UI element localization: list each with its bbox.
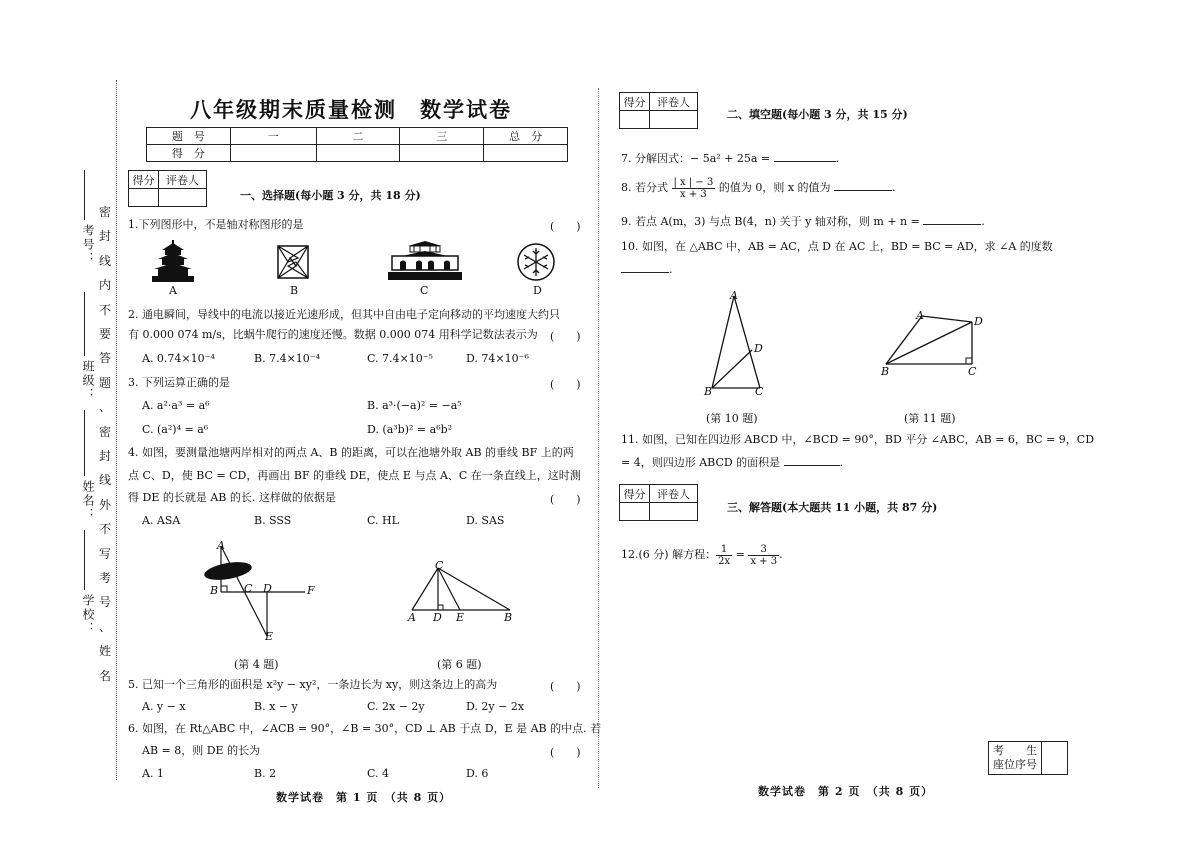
q2-option-c: C. 7.4×10⁻⁵ xyxy=(367,352,433,365)
q12-den-left: 2x xyxy=(718,555,731,567)
question-4-line2: 点 C、D，使 BC = CD，再画出 BF 的垂线 DE，使点 E 与点 A、C 在一条直线上，这时测 xyxy=(128,469,581,482)
score-header-total: 总 分 xyxy=(484,128,568,145)
grader-name-label: 评卷人 xyxy=(650,93,698,111)
fig10-label-b: B xyxy=(704,385,713,398)
seal-char: 内 xyxy=(98,278,111,293)
seal-char: 不 xyxy=(98,302,111,317)
seat-label-line2: 座位序号 xyxy=(993,758,1037,771)
class-label: 班级： xyxy=(81,360,95,402)
grader-box-1 xyxy=(128,170,207,207)
q8-post: 的值为 0，则 x 的值为 xyxy=(718,181,831,194)
q10-end: . xyxy=(669,263,673,276)
q5-option-b: B. x − y xyxy=(254,700,298,713)
q12-fraction-right xyxy=(748,544,779,567)
q7-end: . xyxy=(835,152,840,165)
fig11-label-c: C xyxy=(968,365,977,378)
question-10-line1: 10. 如图，在 △ABC 中，AB = AC，点 D 在 AC 上，BD = BC = AD，求 ∠A 的度数 xyxy=(621,240,1053,253)
q8-pre: 8. 若分式 xyxy=(621,181,668,194)
seal-char: 封 xyxy=(98,449,111,463)
q6-answer-paren: ( ) xyxy=(550,746,581,759)
page-title: 八年级期末质量检测 数学试卷 xyxy=(190,97,512,122)
grader-score-cell xyxy=(620,111,650,129)
q2-answer-paren: ( ) xyxy=(550,330,581,343)
q1-label-a: A xyxy=(169,284,177,297)
fig4-label-c: C xyxy=(244,582,253,595)
question-5: 5. 已知一个三角形的面积是 x²y − xy²，一条边长为 xy，则这条边上的高为 xyxy=(128,678,498,691)
temple-figure xyxy=(150,238,196,284)
question-12 xyxy=(621,543,783,567)
class-fill-line xyxy=(84,292,85,356)
q8-end: . xyxy=(892,181,896,194)
fig11-label-b: B xyxy=(881,365,890,378)
score-header-1: 一 xyxy=(230,128,316,145)
score-cell xyxy=(400,145,484,162)
score-header-2: 二 xyxy=(316,128,400,145)
grader-name-cell xyxy=(650,111,698,129)
question-9 xyxy=(621,215,985,229)
q9-answer-blank[interactable] xyxy=(923,215,981,225)
seal-char: 姓 xyxy=(98,644,111,659)
q5-option-c: C. 2x − 2y xyxy=(367,700,425,713)
q4-option-d: D. SAS xyxy=(466,514,505,527)
seat-number-box xyxy=(988,741,1068,775)
fig6-label-a: A xyxy=(408,611,416,624)
pinwheel-square-figure xyxy=(276,244,310,280)
q3-option-a: A. a²·a³ = a⁶ xyxy=(142,399,210,412)
score-cell xyxy=(484,145,568,162)
q11-end: . xyxy=(839,456,844,469)
q6-option-d: D. 6 xyxy=(466,767,489,780)
page-1-footer: 数学试卷 第 1 页 （共 8 页） xyxy=(276,791,452,804)
q4-answer-paren: ( ) xyxy=(550,493,581,506)
fig4-label-d: D xyxy=(263,582,272,595)
tiananmen-figure xyxy=(388,240,462,282)
fig10-caption: (第 10 题) xyxy=(706,412,758,425)
q1-label-d: D xyxy=(533,284,542,297)
fig10-label-c: C xyxy=(755,385,764,398)
seal-char: 不 xyxy=(98,522,111,537)
section-1-heading: 一、选择题(每小题 3 分，共 18 分) xyxy=(240,189,421,202)
figure-6 xyxy=(406,560,514,618)
grader-score-cell xyxy=(129,189,159,207)
grader-score-label: 得分 xyxy=(620,485,650,503)
fig6-label-d: D xyxy=(433,611,442,624)
question-11-line1: 11. 如图，已知在四边形 ABCD 中，∠BCD = 90°，BD 平分 ∠ABC，AB = 6，BC = 9，CD xyxy=(621,433,1095,446)
q12-num-right: 3 xyxy=(748,544,779,556)
seal-char: 线 xyxy=(98,253,111,268)
grader-name-cell xyxy=(159,189,207,207)
score-table xyxy=(146,127,568,162)
q6-option-b: B. 2 xyxy=(254,767,277,780)
q3-answer-paren: ( ) xyxy=(550,378,581,391)
school-label: 学校： xyxy=(81,594,95,636)
seal-char: 题 xyxy=(98,375,111,390)
fig11-caption: (第 11 题) xyxy=(904,412,956,425)
exam-id-label: 考号： xyxy=(81,224,95,266)
page-divider xyxy=(598,88,599,788)
q10-answer-blank[interactable] xyxy=(621,263,669,273)
seal-char: 密 xyxy=(98,424,111,439)
q4-option-c: C. HL xyxy=(367,514,399,527)
grader-score-label: 得分 xyxy=(620,93,650,111)
section-2-heading: 二、填空题(每小题 3 分，共 15 分) xyxy=(727,108,908,121)
fig4-label-e: E xyxy=(265,630,274,643)
grader-box-2 xyxy=(619,92,698,129)
school-fill-line xyxy=(84,530,85,590)
q7-text: 7. 分解因式：− 5a² + 25a = xyxy=(621,152,771,165)
seal-char: 外 xyxy=(98,497,111,512)
question-8 xyxy=(621,176,896,200)
question-11-line2 xyxy=(621,456,843,470)
q3-option-d: D. (a³b)² = a⁶b² xyxy=(367,423,453,436)
q9-text: 9. 若点 A(m，3) 与点 B(4，n) 关于 y 轴对称，则 m + n = xyxy=(621,215,920,228)
q12-fraction-left xyxy=(716,544,732,567)
q2-option-a: A. 0.74×10⁻⁴ xyxy=(142,352,215,365)
score-cell xyxy=(316,145,400,162)
seal-char: 线 xyxy=(98,473,111,488)
q1-label-c: C xyxy=(420,284,429,297)
fig4-label-b: B xyxy=(210,584,219,597)
grader-score-cell xyxy=(620,503,650,521)
q2-option-d: D. 74×10⁻⁶ xyxy=(466,352,529,365)
binding-dotted-line xyxy=(116,80,117,780)
seal-char: 要 xyxy=(98,327,111,341)
seat-number-cell[interactable] xyxy=(1042,742,1068,775)
fig6-caption: (第 6 题) xyxy=(437,658,482,671)
seat-label xyxy=(989,742,1042,775)
grader-name-cell xyxy=(650,503,698,521)
question-4-line3: 得 DE 的长就是 AB 的长. 这样做的依据是 xyxy=(128,491,336,504)
seal-char: 、 xyxy=(98,400,111,415)
question-3: 3. 下列运算正确的是 xyxy=(128,376,230,389)
q12-equals: = xyxy=(732,548,749,561)
fig11-label-a: A xyxy=(916,309,924,322)
q3-option-b: B. a³·(−a)² = −a⁵ xyxy=(367,399,462,412)
question-2-line2: 有 0.000 074 m/s，比蜗牛爬行的速度还慢。数据 0.000 074 用科学记数法表示为 xyxy=(128,328,538,341)
seal-char: 密 xyxy=(98,205,111,219)
q8-answer-blank[interactable] xyxy=(834,181,892,191)
seal-char: 名 xyxy=(98,668,111,683)
q11-text: = 4，则四边形 ABCD 的面积是 xyxy=(621,456,781,469)
question-1: 1.下列图形中，不是轴对称图形的是 xyxy=(128,218,304,231)
q12-end: . xyxy=(779,548,783,561)
fig4-caption: (第 4 题) xyxy=(234,658,279,671)
grader-name-label: 评卷人 xyxy=(650,485,698,503)
q7-answer-blank[interactable] xyxy=(774,152,836,162)
grader-name-label: 评卷人 xyxy=(159,171,207,189)
question-6-line2: AB = 8，则 DE 的长为 xyxy=(142,744,261,757)
page-2-footer: 数学试卷 第 2 页 （共 8 页） xyxy=(758,785,934,798)
score-header-3: 三 xyxy=(400,128,484,145)
name-fill-line xyxy=(84,410,85,476)
q6-option-c: C. 4 xyxy=(367,767,390,780)
q5-option-a: A. y − x xyxy=(142,700,186,713)
q12-num-left: 1 xyxy=(716,544,732,556)
q4-option-a: A. ASA xyxy=(142,514,181,527)
question-6-line1: 6. 如图，在 Rt△ABC 中，∠ACB = 90°，∠B = 30°，CD ⊥ AB 于点 D，E 是 AB 的中点. 若 xyxy=(128,722,602,735)
q8-fraction xyxy=(672,177,716,200)
name-label: 姓名： xyxy=(81,480,95,522)
q5-option-d: D. 2y − 2x xyxy=(466,700,525,713)
figure-11 xyxy=(880,308,980,372)
q11-answer-blank[interactable] xyxy=(784,456,840,466)
score-row-label: 得 分 xyxy=(147,145,231,162)
grader-score-label: 得分 xyxy=(129,171,159,189)
fig6-label-c: C xyxy=(435,559,444,572)
score-cell xyxy=(230,145,316,162)
q1-answer-paren: ( ) xyxy=(550,220,581,233)
question-10-line2 xyxy=(621,263,673,277)
question-2-line1: 2. 通电瞬间，导线中的电流以接近光速形成，但其中自由电子定向移动的平均速度大约只 xyxy=(128,308,560,321)
q2-option-b: B. 7.4×10⁻⁴ xyxy=(254,352,320,365)
q5-answer-paren: ( ) xyxy=(550,680,581,693)
fig10-label-d: D xyxy=(754,342,763,355)
q8-denominator: x + 3 xyxy=(680,188,707,200)
q3-option-c: C. (a²)⁴ = a⁶ xyxy=(142,423,209,436)
seal-char: 考 xyxy=(98,571,111,585)
seat-label-line1: 考 生 xyxy=(993,744,1037,757)
section-3-heading: 三、解答题(本大题共 11 小题，共 87 分) xyxy=(727,501,938,514)
seal-char: 、 xyxy=(98,619,111,634)
figure-10 xyxy=(700,288,776,396)
question-4-line1: 4. 如图，要测量池塘两岸相对的两点 A、B 的距离，可以在池塘外取 AB 的垂线 BF 上的两 xyxy=(128,446,574,459)
question-7 xyxy=(621,152,839,166)
fig4-label-f: F xyxy=(307,584,315,597)
fig10-label-a: A xyxy=(730,289,738,302)
q9-end: . xyxy=(981,215,985,228)
exam-id-fill-line xyxy=(84,170,85,220)
seal-char: 答 xyxy=(98,351,111,366)
snowflake-figure xyxy=(516,242,556,282)
q12-pre: 12.(6 分) 解方程： xyxy=(621,548,717,561)
seal-char: 号 xyxy=(98,595,111,610)
q12-den-right: x + 3 xyxy=(750,555,778,567)
fig11-label-d: D xyxy=(974,315,983,328)
q4-option-b: B. SSS xyxy=(254,514,292,527)
seal-char: 封 xyxy=(98,229,111,244)
q6-option-a: A. 1 xyxy=(142,767,164,780)
fig4-label-a: A xyxy=(217,539,225,552)
seal-char: 写 xyxy=(98,546,111,561)
q1-label-b: B xyxy=(290,284,299,297)
score-header-question: 题 号 xyxy=(147,128,231,145)
q8-numerator: | x | − 3 xyxy=(673,176,714,188)
fig6-label-e: E xyxy=(456,611,465,624)
fig6-label-b: B xyxy=(504,611,513,624)
grader-box-3 xyxy=(619,484,698,521)
